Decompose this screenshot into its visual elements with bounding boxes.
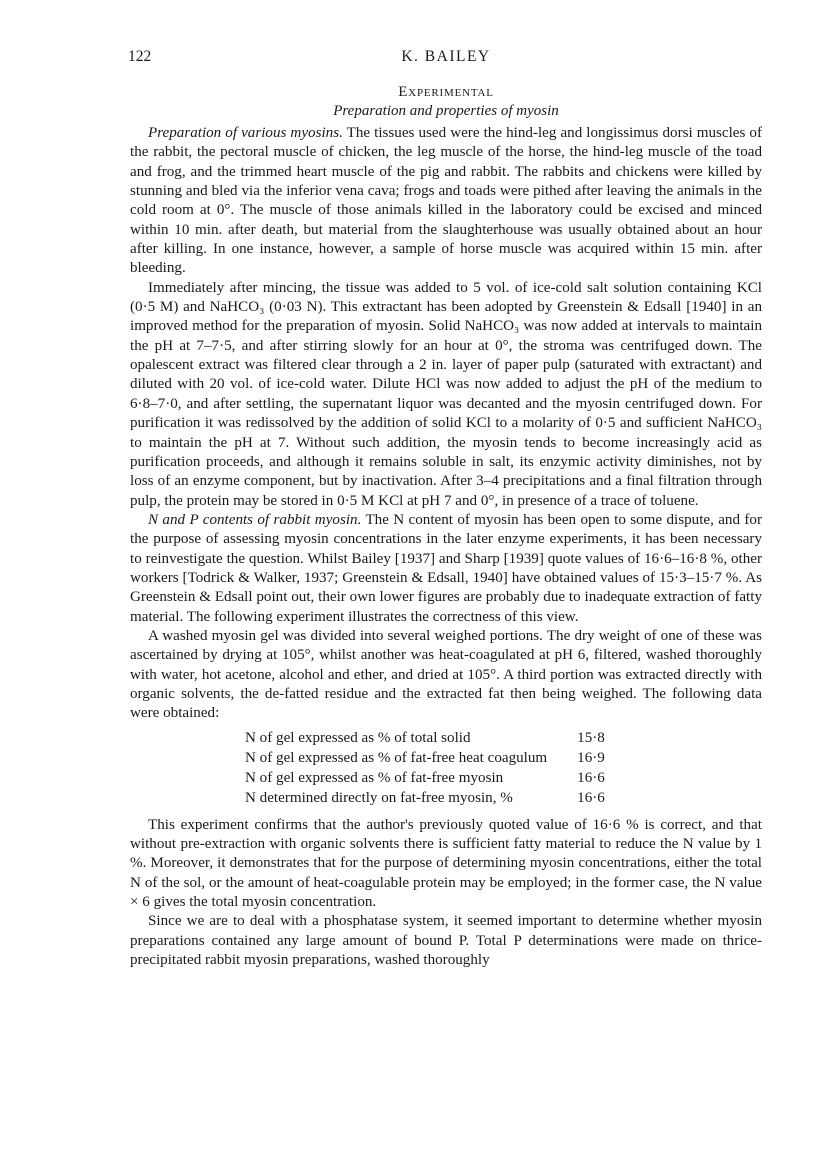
paragraph-preparation — [130, 124, 762, 279]
nitrogen-data-table — [245, 730, 605, 810]
table-row-value: 16·6 — [577, 769, 605, 786]
section-heading: Experimental — [398, 84, 494, 100]
table-row — [245, 730, 605, 750]
table-row — [245, 770, 605, 790]
table-row — [245, 750, 605, 770]
table-row-value: 15·8 — [577, 729, 605, 746]
run-in-heading: N and P contents of rabbit myosin. — [148, 511, 362, 528]
running-head-author: K. BAILEY — [401, 48, 491, 65]
paragraph-extraction: Immediately after mincing, the tissue was added to 5 vol. of ice-cold salt solution containing KCl (0·5 M) and NaHCO₃ (0·03 N). This extractant has been adopted by Greenstein & Edsall [1940] in an improved method for the preparation of myosin. Solid NaHCO₃ was now added at intervals to maintain the pH at 7–7·5, and after stirring slowly for an hour at 0°, the stroma was centrifuged down. The opalescent extract was filtered clear through a 2 in. layer of paper pulp (saturated with extractant) and diluted with 20 vol. of ice-cold water. Dilute HCl was now added to adjust the pH of the medium to 6·8–7·0, and after settling, the supernatant liquor was decanted and the myosin centrifuged down. For purification it was redissolved by the addition of solid KCl to a molarity of 0·5 and sufficient NaHCO₃ to maintain the pH at 7. Without such addition, the myosin tends to become increasingly acid as purification proceeds, and although it remains soluble in salt, its enzymic activity diminishes, not by loss of an enzyme component, but by inactivation. After 3–4 precipitations and a final filtration through pulp, the protein may be stored in 0·5 M KCl at pH 7 and 0°, in presence of a trace of toluene. — [130, 279, 762, 509]
subsection-heading: Preparation and properties of myosin — [333, 103, 559, 119]
running-head — [130, 48, 762, 72]
paragraph-n-p-contents — [130, 511, 762, 627]
paragraph-phosphatase: Since we are to deal with a phosphatase system, it seemed important to determine whether myosin preparations contained any large amount of bound P. Total P determinations were made on thrice-precipitated rabbit myosin preparations, washed thoroughly — [130, 913, 762, 969]
table-row-label: N determined directly on fat-free myosin, % — [245, 789, 513, 806]
run-in-heading: Preparation of various myosins. — [148, 125, 343, 141]
paragraph-gel-portions: A washed myosin gel was divided into several weighed portions. The dry weight of one of these was ascertained by drying at 105°, whilst another was heat-coagulated at pH 6, filtered, washed thoroughly with water, hot acetone, alcohol and ether, and dried at 105°. A third portion was extracted directly with organic solvents, the de-fatted residue and the extracted fat then being weighed. The following data were obtained: — [130, 627, 762, 722]
paragraph-conclusion: This experiment confirms that the author's previously quoted value of 16·6 % is correct, and that without pre-extraction with organic solvents there is sufficient fatty material to reduce the N value by 1 %. Moreover, it demonstrates that for the purpose of determining myosin concentrations, either the total N of the sol, or the amount of heat-coagulable protein may be employed; in the former case, the N value × 6 gives the total myosin concentration. — [130, 816, 762, 911]
page-number: 122 — [128, 48, 152, 65]
paragraph-text: The N content of myosin has been open to some dispute, and for the purpose of assessing myosin concentrations in the later enzyme experiments, it has been necessary to reinvestigate the question. Whilst Bailey [1937] and Sharp [1939] quote values of 16·6–16·8 %, other workers [Todrick & Walker, 1937; Greenstein & Edsall, 1940] have obtained values of 15·3–15·7 %. As Greenstein & Edsall point out, their own lower figures are probably due to inadequate extraction of fatty material. The following experiment illustrates the correctness of this view. — [130, 511, 762, 625]
paragraph-text: The tissues used were the hind-leg and longissimus dorsi muscles of the rabbit, the pectoral muscle of chicken, the leg muscle of the horse, the hind-leg muscle of the toad and frog, and the trimmed heart muscle of the pig and rabbit. The rabbits and chickens were killed by stunning and bled via the inferior vena cava; frogs and toads were pithed after leaving the animals in the cold room at 0°. The muscle of those animals killed in the laboratory could be excised and minced within 10 min. after death, but material from the slaughterhouse was usually obtained about an hour after killing. In one instance, however, a sample of horse muscle was acquired within 15 min. after bleeding. — [130, 125, 762, 277]
table-row-value: 16·9 — [577, 749, 605, 766]
table-row — [245, 790, 605, 810]
journal-page — [130, 48, 762, 970]
table-row-value: 16·6 — [577, 789, 605, 806]
table-row-label: N of gel expressed as % of fat-free myosin — [245, 769, 504, 786]
table-row-label: N of gel expressed as % of total solid — [245, 729, 471, 746]
table-row-label: N of gel expressed as % of fat-free heat coagulum — [245, 749, 548, 766]
